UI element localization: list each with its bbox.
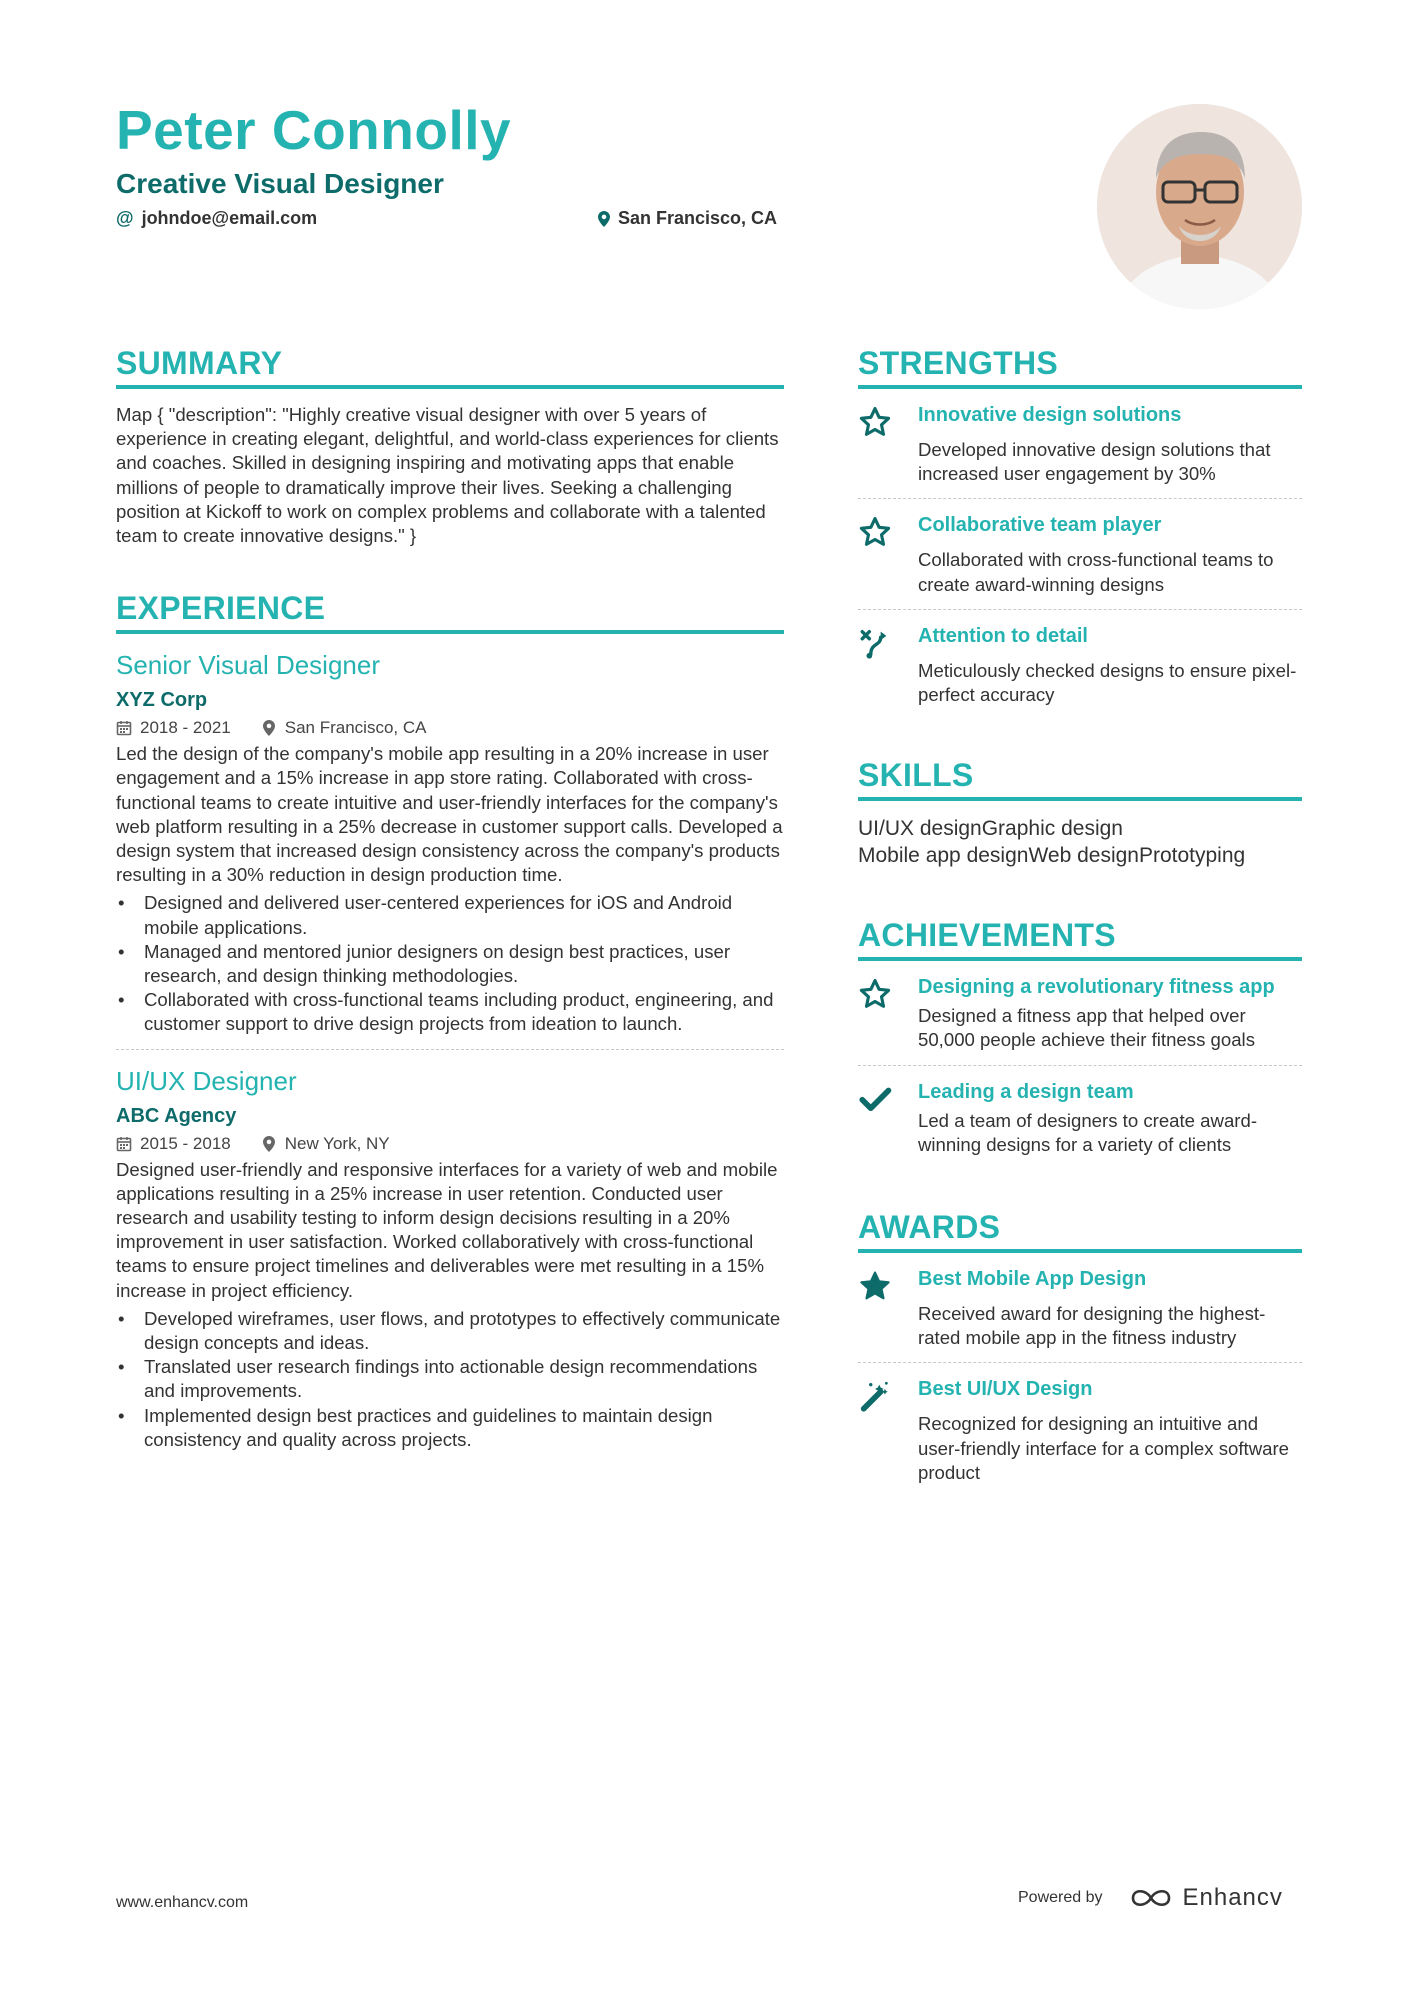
email-text: johndoe@email.com	[141, 208, 318, 228]
award-desc: Received award for designing the highest-rated mobile app in the fitness industry	[918, 1303, 1266, 1349]
job-bullet: • Designed and delivered user-centered experiences for iOS and Android mobile applications.	[116, 891, 784, 939]
location-pin-icon	[261, 1136, 277, 1152]
job-dates	[116, 718, 231, 738]
footer-website[interactable]: www.enhancv.com	[116, 1894, 249, 1911]
strength-desc: Meticulously checked designs to ensure pixel-perfect accuracy	[918, 659, 1297, 706]
experience-item	[116, 650, 784, 1049]
job-bullet: • Implemented design best practices and guidelines to maintain design consistency and quality across projects.	[116, 1404, 784, 1452]
achievement-title: Leading a design team	[918, 1080, 1134, 1103]
footer-powered[interactable]	[1018, 1884, 1283, 1912]
route-icon	[858, 624, 898, 707]
skills-line: UI/UX designGraphic design	[858, 817, 1123, 841]
job-company: XYZ Corp	[116, 689, 208, 712]
left-column	[116, 345, 784, 1452]
job-location-text: New York, NY	[284, 1133, 390, 1153]
star-outline-icon	[858, 975, 898, 1052]
job-description: Designed user-friendly and responsive interfaces for a variety of web and mobile applications resulting in a 25% increase in user retention. Conducted user research and usability testing to inform design decisions resulting in a 20% improvement in user satisfaction. Worked collaboratively with cross-functional teams to ensure project timelines and deliverables were met resulting in a 15% increase in project efficiency.	[116, 1158, 778, 1301]
candidate-title: Creative Visual Designer	[116, 168, 444, 199]
strength-title: Attention to detail	[918, 624, 1088, 647]
job-bullets	[116, 1307, 784, 1452]
job-title: UI/UX Designer	[116, 1065, 297, 1096]
location-pin-icon	[261, 720, 277, 736]
location-text: San Francisco, CA	[618, 208, 778, 228]
achievements-heading: ACHIEVEMENTS	[858, 917, 1302, 961]
experience-item	[116, 1066, 784, 1452]
calendar-icon	[116, 1136, 132, 1152]
job-bullet: • Managed and mentored junior designers on design best practices, user research, and design thinking methodologies.	[116, 940, 784, 988]
award-item	[858, 1362, 1302, 1497]
achievement-desc: Designed a fitness app that helped over 50,000 people achieve their fitness goals	[918, 1005, 1255, 1051]
skills-line: Mobile app designWeb designPrototyping	[858, 844, 1246, 868]
contact-email[interactable]	[116, 208, 317, 229]
location-pin-icon	[598, 211, 610, 227]
job-title: Senior Visual Designer	[116, 650, 380, 681]
award-desc: Recognized for designing an intuitive and user-friendly interface for a complex software product	[918, 1413, 1289, 1483]
achievement-item	[858, 1065, 1302, 1169]
right-column	[858, 345, 1302, 1497]
job-meta	[116, 1134, 784, 1154]
candidate-name: Peter Connolly	[116, 99, 512, 161]
skills-heading: SKILLS	[858, 757, 1302, 801]
contact-location	[598, 208, 777, 229]
brand-logo	[1129, 1884, 1283, 1912]
strength-title: Collaborative team player	[918, 514, 1162, 537]
awards-heading: AWARDS	[858, 1209, 1302, 1253]
awards-list	[858, 1253, 1302, 1497]
job-location-text: San Francisco, CA	[284, 718, 427, 738]
experience-heading: EXPERIENCE	[116, 590, 784, 634]
achievement-desc: Led a team of designers to create award-winning designs for a variety of clients	[918, 1109, 1258, 1155]
brand-name: Enhancv	[1182, 1884, 1283, 1911]
strengths-heading: STRENGTHS	[858, 345, 1302, 389]
job-description: Led the design of the company's mobile app resulting in a 20% increase in user engagement and a 15% increase in app store rating. Collaborated with cross-functional teams to create intuitive and user-friendly interfaces for the company's web platform resulting in a 25% decrease in customer support calls. Developed a design system that increased design consistency across the company's products resulting in a 30% reduction in design production time.	[116, 743, 783, 886]
job-location	[261, 718, 427, 738]
strength-item	[858, 389, 1302, 498]
job-dates	[116, 1134, 231, 1154]
job-meta	[116, 718, 784, 738]
award-item	[858, 1253, 1302, 1362]
enhancv-logo-icon	[1129, 1885, 1175, 1911]
star-filled-icon	[858, 1267, 898, 1350]
strength-title: Innovative design solutions	[918, 404, 1182, 426]
calendar-icon	[116, 720, 132, 736]
achievement-item	[858, 961, 1302, 1064]
achievement-title: Designing a revolutionary fitness app	[918, 976, 1275, 999]
job-dates-text: 2018 - 2021	[140, 718, 231, 738]
star-outline-icon	[858, 403, 898, 486]
checkmark-icon	[858, 1080, 898, 1157]
job-bullet: • Translated user research findings into actionable design recommendations and improvements.	[116, 1355, 784, 1403]
job-company: ABC Agency	[116, 1104, 237, 1127]
job-bullets	[116, 891, 784, 1036]
summary-text: Map { "description": "Highly creative visual designer with over 5 years of experience in creating elegant, delightful, and world-class experiences for clients and coaches. Skilled in designing inspiring and motivating apps that enable millions of people to dramatically improve their lives. Seeking a challenging position at Kickoff to work on complex problems and collaborate with a talented team to create innovative designs." }	[116, 404, 779, 547]
strength-item	[858, 498, 1302, 608]
strengths-list	[858, 389, 1302, 719]
powered-by-text: Powered by	[1018, 1889, 1103, 1906]
summary-heading: SUMMARY	[116, 345, 784, 389]
job-bullet: • Developed wireframes, user flows, and prototypes to effectively communicate design concepts and ideas.	[116, 1307, 784, 1355]
profile-photo	[1097, 104, 1302, 309]
strength-item	[858, 609, 1302, 719]
star-outline-icon	[858, 513, 898, 596]
skills-list	[858, 815, 1302, 869]
at-icon: @	[116, 208, 134, 228]
job-location	[261, 1134, 390, 1154]
award-title: Best Mobile App Design	[918, 1268, 1147, 1291]
achievements-list	[858, 961, 1302, 1169]
job-bullet: • Collaborated with cross-functional teams including product, engineering, and customer support to drive design projects from ideation to launch.	[116, 988, 784, 1036]
strength-desc: Collaborated with cross-functional teams to create award-winning designs	[918, 549, 1274, 595]
award-title: Best UI/UX Design	[918, 1378, 1093, 1401]
job-dates-text: 2015 - 2018	[140, 1133, 231, 1153]
strength-desc: Developed innovative design solutions that increased user engagement by 30%	[918, 439, 1271, 485]
divider	[116, 1049, 784, 1050]
magic-wand-icon	[858, 1377, 898, 1485]
